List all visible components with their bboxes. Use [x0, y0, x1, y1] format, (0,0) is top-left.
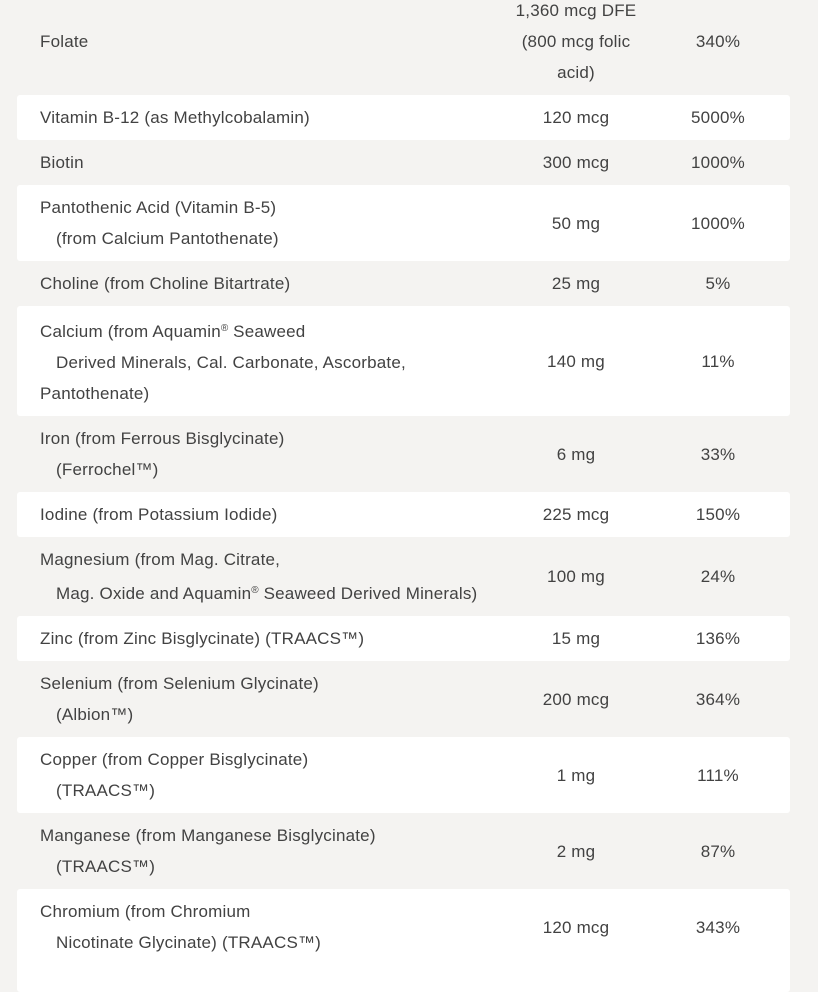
- nutrient-daily-value: 1000%: [691, 213, 745, 233]
- nutrient-daily-value: 33%: [700, 444, 736, 464]
- nutrient-amount: [476, 836, 676, 867]
- nutrient-name: [17, 192, 476, 254]
- nutrient-name: [17, 744, 476, 806]
- nutrient-name: [17, 544, 476, 609]
- nutrient-amount-line: 120 mcg: [542, 108, 610, 127]
- nutrient-name-line: Selenium (from Selenium Glycinate): [40, 674, 319, 693]
- nutrient-name-line: Pantothenate): [40, 384, 150, 403]
- nutrient-name-line: Mag. Oxide and Aquamin® Seaweed Derived Minerals): [56, 584, 478, 603]
- nutrient-name-line: Nicotinate Glycinate) (TRAACS™): [56, 933, 322, 952]
- nutrient-daily-value: 150%: [695, 505, 741, 524]
- nutrient-amount-line: 200 mcg: [542, 689, 610, 709]
- table-row: [17, 813, 790, 889]
- nutrient-daily-value: 5000%: [691, 108, 745, 127]
- nutrient-amount-line: 6 mg: [556, 444, 596, 464]
- nutrient-daily-value: 1000%: [691, 153, 745, 172]
- nutrient-amount-line: 25 mg: [551, 274, 601, 293]
- nutrient-name: [17, 313, 476, 409]
- nutrient-name-line: (from Calcium Pantothenate): [56, 229, 279, 248]
- nutrient-amount-line: 300 mcg: [542, 153, 610, 172]
- registered-mark: ®: [251, 585, 259, 596]
- table-row: [17, 95, 790, 140]
- nutrient-amount: [476, 439, 676, 470]
- nutrient-amount-line: 15 mg: [551, 629, 601, 648]
- registered-mark: ®: [220, 323, 229, 334]
- nutrient-daily-value: 5%: [705, 274, 731, 293]
- nutrient-amount: [476, 623, 676, 654]
- nutrient-name: [17, 623, 476, 654]
- nutrient-daily-value: 343%: [695, 917, 741, 937]
- nutrient-amount: [476, 346, 676, 377]
- nutrient-name-line: Choline (from Choline Bitartrate): [40, 274, 291, 293]
- nutrient-name-line: Iron (from Ferrous Bisglycinate): [40, 429, 285, 448]
- nutrient-name-line: Copper (from Copper Bisglycinate): [40, 750, 309, 769]
- nutrient-name-line: Iodine (from Potassium Iodide): [40, 505, 278, 524]
- nutrient-name: [17, 102, 476, 133]
- nutrient-daily-value: 87%: [700, 841, 736, 861]
- table-row: [17, 537, 790, 616]
- nutrient-name: [17, 147, 476, 178]
- nutrient-daily-value: 11%: [701, 351, 735, 371]
- nutrient-name-line: Folate: [40, 32, 89, 51]
- nutrient-amount-line: 2 mg: [556, 841, 596, 861]
- nutrient-amount-line: (800 mcg folic: [521, 32, 631, 51]
- table-row: [17, 661, 790, 737]
- nutrient-amount-line: acid): [557, 63, 595, 82]
- nutrient-name-line: Derived Minerals, Cal. Carbonate, Ascorbate,: [56, 353, 406, 372]
- nutrient-name: [17, 26, 476, 57]
- nutrient-amount: [476, 147, 676, 178]
- table-row: [17, 140, 790, 185]
- nutrient-amount: [476, 0, 676, 88]
- nutrient-name-line: (TRAACS™): [56, 857, 156, 876]
- nutrient-name-line: Biotin: [40, 153, 84, 172]
- nutrient-amount-line: 1,360 mcg DFE: [515, 1, 637, 20]
- nutrient-name: [17, 499, 476, 530]
- table-row: [17, 737, 790, 813]
- table-row: [17, 185, 790, 261]
- nutrient-name-line: Vitamin B-12 (as Methylcobalamin): [40, 108, 310, 127]
- nutrient-daily-value: 364%: [695, 689, 741, 709]
- table-row: [17, 416, 790, 492]
- table-row: [17, 492, 790, 537]
- nutrient-amount-line: 225 mcg: [542, 505, 610, 524]
- nutrient-name-line: (Ferrochel™): [56, 460, 159, 479]
- nutrient-daily-value: 136%: [695, 629, 741, 648]
- nutrient-daily-value: 340%: [695, 32, 741, 51]
- table-row: [17, 889, 790, 992]
- nutrient-amount-line: 50 mg: [551, 213, 601, 233]
- table-row: [17, 261, 790, 306]
- nutrient-amount: [476, 208, 676, 239]
- nutrient-name-line: Magnesium (from Mag. Citrate,: [40, 550, 281, 569]
- nutrient-name: [17, 896, 476, 958]
- nutrient-name-line: Pantothenic Acid (Vitamin B-5): [40, 198, 277, 217]
- nutrient-amount: [476, 102, 676, 133]
- nutrient-amount-line: 100 mg: [547, 567, 605, 586]
- nutrient-name: [17, 668, 476, 730]
- nutrient-amount-line: 1 mg: [556, 765, 596, 785]
- nutrient-amount: [476, 684, 676, 715]
- nutrient-daily-value: 24%: [700, 567, 736, 586]
- nutrient-amount: [476, 499, 676, 530]
- table-row: [17, 616, 790, 661]
- nutrient-amount: [476, 268, 676, 299]
- nutrient-name-line: (Albion™): [56, 705, 134, 724]
- nutrient-name: [17, 268, 476, 299]
- nutrient-amount: [476, 912, 676, 943]
- nutrient-amount: [476, 760, 676, 791]
- nutrient-name-line: Zinc (from Zinc Bisglycinate) (TRAACS™): [40, 629, 365, 648]
- nutrient-amount-line: 140 mg: [547, 351, 605, 371]
- nutrient-name-line: Chromium (from Chromium: [40, 902, 251, 921]
- nutrient-name: [17, 820, 476, 882]
- nutrient-name-line: Manganese (from Manganese Bisglycinate): [40, 826, 376, 845]
- nutrient-name-line: (TRAACS™): [56, 781, 156, 800]
- nutrient-daily-value: 111%: [697, 765, 739, 785]
- table-row: [17, 306, 790, 416]
- table-row: [17, 0, 790, 95]
- nutrient-amount: [476, 561, 676, 592]
- nutrient-name-line: Calcium (from Aquamin® Seaweed: [40, 322, 306, 341]
- nutrient-name: [17, 423, 476, 485]
- nutrient-amount-line: 120 mcg: [542, 917, 610, 937]
